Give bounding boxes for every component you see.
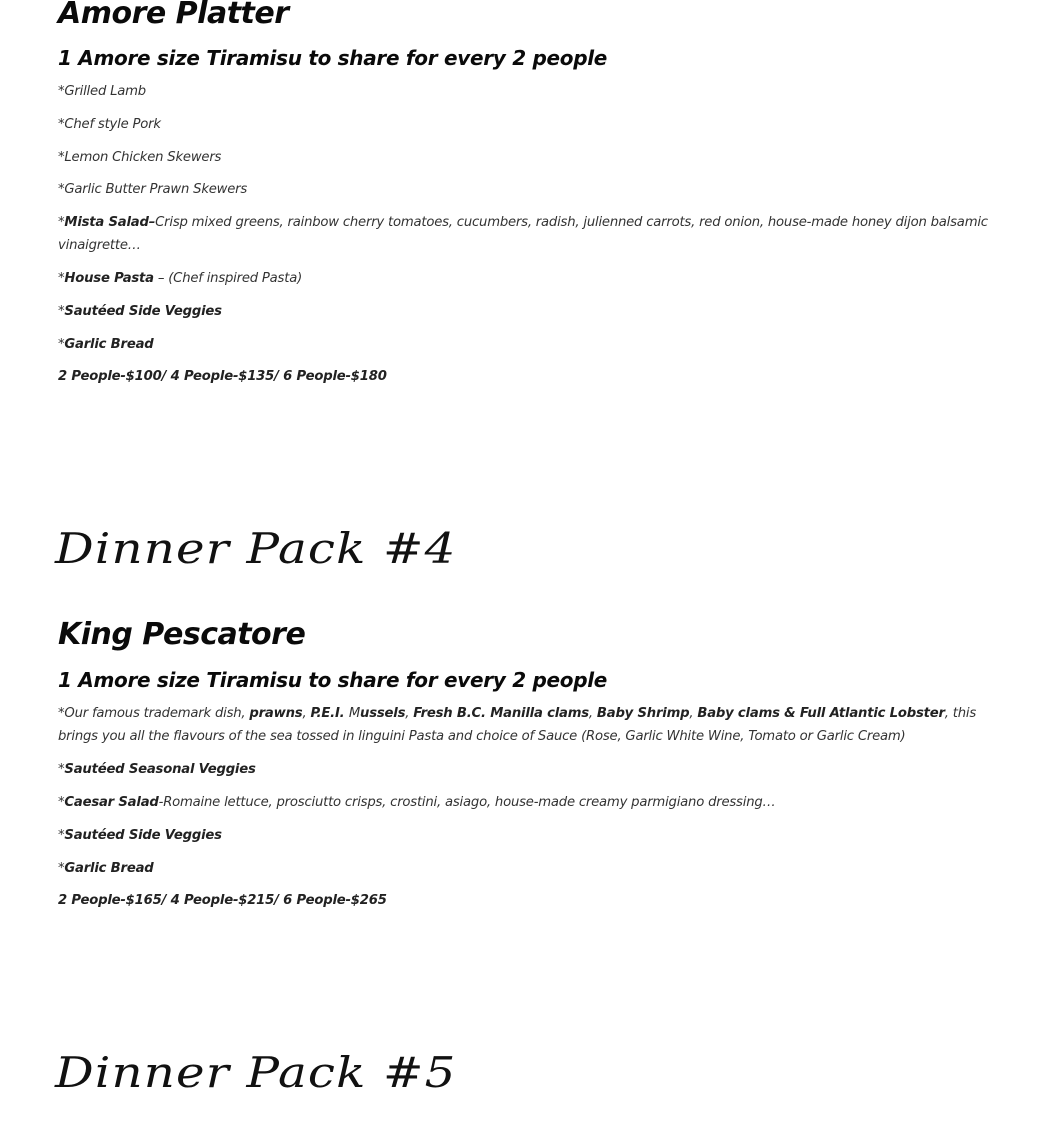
item-name: Baby Shrimp: [596, 706, 690, 721]
menu-item: [58, 300, 988, 323]
item-name: ussels: [360, 706, 406, 721]
menu-item: *Garlic Butter Prawn Skewers: [58, 182, 248, 197]
item-bullet: *: [58, 762, 65, 777]
item-description: -Romaine lettuce, prosciutto crisps, crostini, asiago, house-made creamy parmigiano dressing…: [158, 795, 776, 810]
menu-item: [58, 267, 988, 290]
section-title: Amore Platter: [58, 0, 289, 31]
item-name: Baby clams & Full Atlantic Lobster: [697, 706, 945, 721]
item-name: House Pasta: [64, 271, 154, 286]
separator: ,: [302, 706, 311, 721]
separator: ,: [588, 706, 597, 721]
price-text: 2 People-$165/ 4 People-$215/ 6 People-$265: [58, 893, 387, 908]
menu-item: *Grilled Lamb: [58, 84, 146, 99]
pack-heading: Dinner Pack #4: [55, 524, 457, 573]
menu-item: [58, 211, 988, 257]
item-name: Sautéed Side Veggies: [64, 304, 222, 319]
section-subtitle: 1 Amore size Tiramisu to share for every 2 people: [58, 46, 608, 70]
item-bullet: *: [58, 215, 65, 230]
menu-item: [58, 791, 988, 814]
item-name: Garlic Bread: [64, 337, 154, 352]
item-name: Caesar Salad: [64, 795, 159, 810]
item-description: – (Chef inspired Pasta): [153, 271, 303, 286]
menu-item: [58, 824, 988, 847]
item-name: P.E.I.: [310, 706, 349, 721]
price-text: 2 People-$100/ 4 People-$135/ 6 People-$180: [58, 369, 387, 384]
item-name: Fresh B.C. Manilla clams: [413, 706, 589, 721]
item-bullet: *: [58, 271, 65, 286]
item-name: prawns: [249, 706, 303, 721]
item-bullet: *: [58, 828, 65, 843]
menu-item: *Chef style Pork: [58, 117, 161, 132]
pack-heading: Dinner Pack #5: [55, 1048, 457, 1097]
item-bullet: *: [58, 304, 65, 319]
menu-item: [58, 758, 988, 781]
item-bullet: *: [58, 337, 65, 352]
item-name: Mista Salad–: [64, 215, 156, 230]
menu-item: *Lemon Chicken Skewers: [58, 150, 222, 165]
menu-item-description: [58, 702, 988, 748]
price-line: [58, 365, 988, 388]
menu-item: [58, 333, 988, 356]
menu-item: [58, 857, 988, 880]
item-letter: M: [348, 706, 361, 721]
item-description: , this brings you all the flavours of the sea tossed in linguini Pasta and choice of Sauce (Rose, Garlic White Wine, Tomato or Garlic Cream): [58, 706, 976, 744]
section-subtitle: 1 Amore size Tiramisu to share for every 2 people: [58, 668, 608, 692]
item-description: *Our famous trademark dish,: [58, 706, 250, 721]
item-name: Sautéed Side Veggies: [64, 828, 222, 843]
item-name: Garlic Bread: [64, 861, 154, 876]
separator: ,: [405, 706, 414, 721]
item-bullet: *: [58, 795, 65, 810]
item-name: Sautéed Seasonal Veggies: [64, 762, 256, 777]
separator: ,: [689, 706, 698, 721]
price-line: [58, 889, 988, 912]
item-description: Crisp mixed greens, rainbow cherry tomatoes, cucumbers, radish, julienned carrots, red onion, house-made honey dijon balsamic vinaigrette…: [58, 215, 988, 253]
section-title: King Pescatore: [58, 617, 306, 652]
item-bullet: *: [58, 861, 65, 876]
